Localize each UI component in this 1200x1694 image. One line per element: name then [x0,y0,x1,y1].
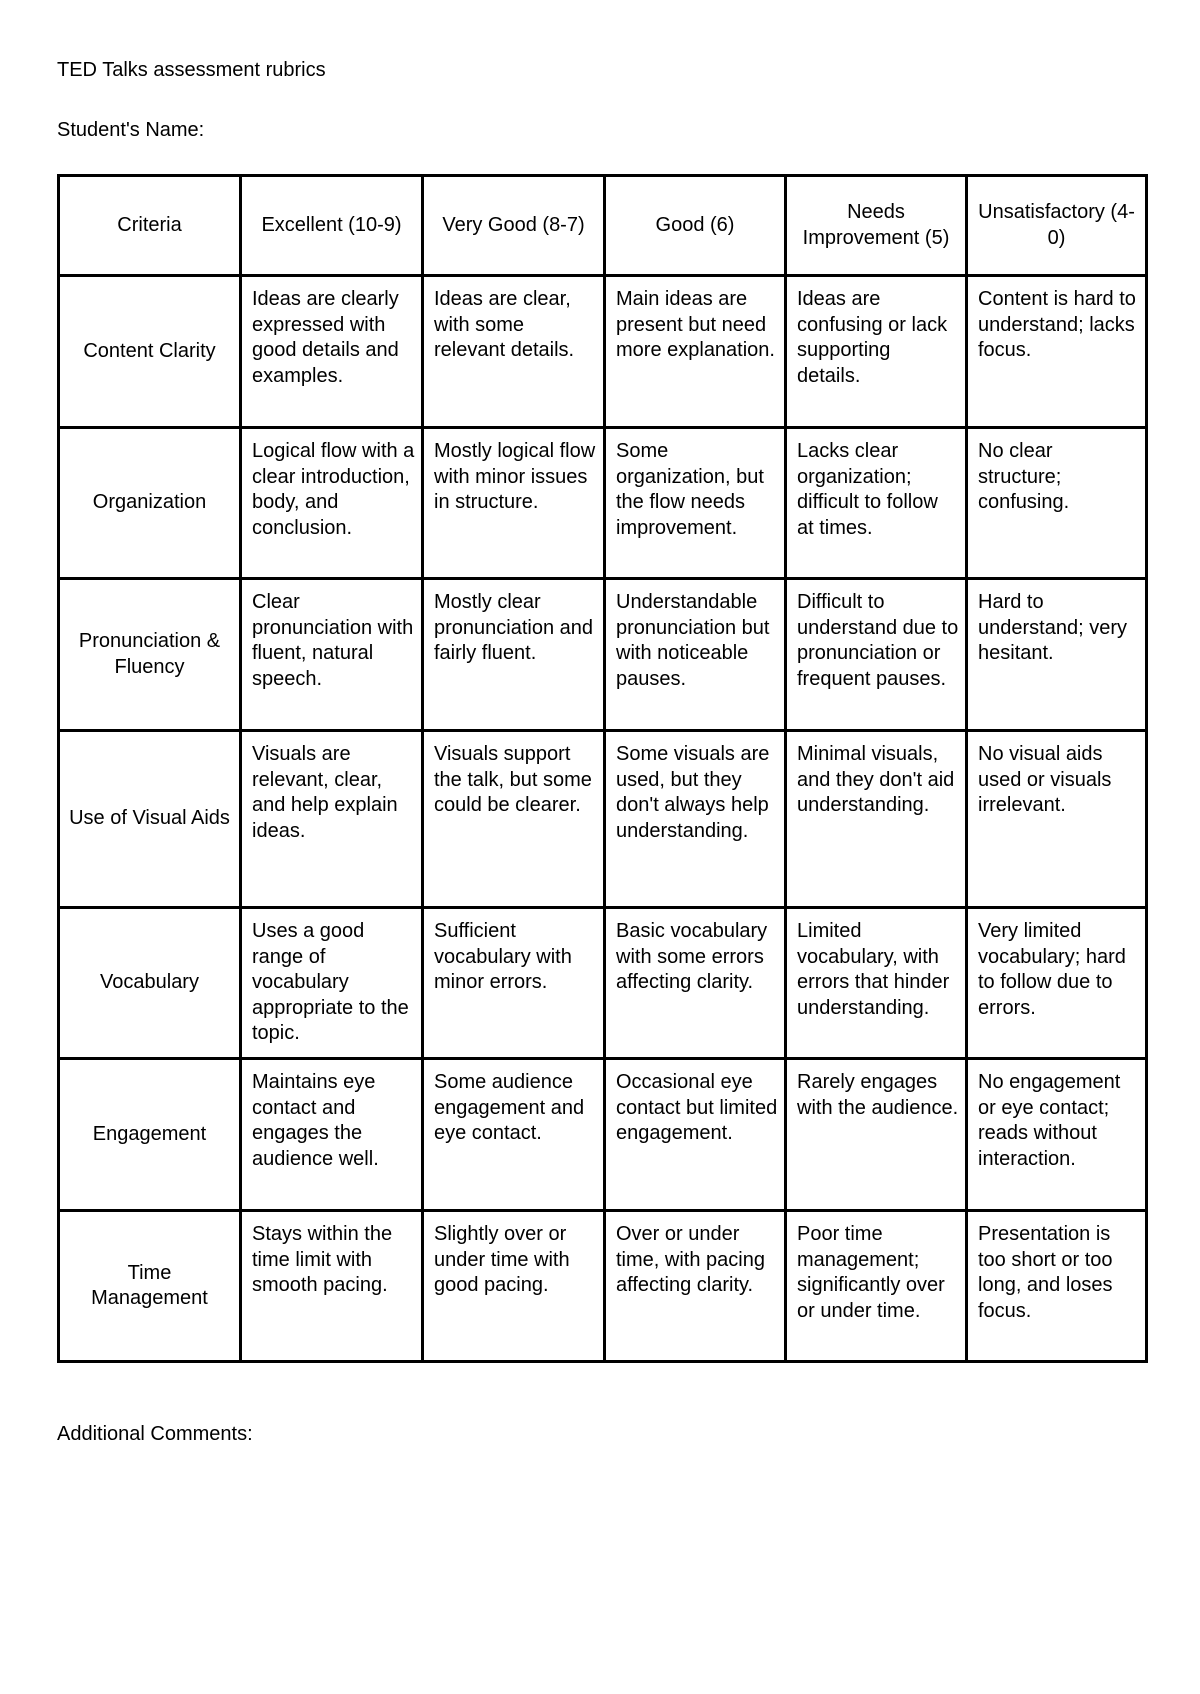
rubric-cell-needs-improvement: Limited vocabulary, with errors that hinder understanding. [786,908,967,1059]
header-unsatisfactory: Unsatisfactory (4-0) [967,176,1147,276]
criterion-label: Engagement [59,1059,241,1211]
criterion-label: Organization [59,428,241,579]
document-title: TED Talks assessment rubrics [57,59,326,81]
header-needs-improvement: Needs Improvement (5) [786,176,967,276]
rubric-cell-unsatisfactory: Content is hard to understand; lacks focus. [967,276,1147,428]
rubric-cell-unsatisfactory: No engagement or eye contact; reads without interaction. [967,1059,1147,1211]
rubric-cell-very-good: Sufficient vocabulary with minor errors. [423,908,605,1059]
header-excellent: Excellent (10-9) [241,176,423,276]
rubric-cell-good: Understandable pronunciation but with noticeable pauses. [605,579,786,731]
rubric-row-time-management [59,1211,1147,1362]
rubric-cell-excellent: Clear pronunciation with fluent, natural speech. [241,579,423,731]
rubric-row-pronunciation-fluency [59,579,1147,731]
header-good: Good (6) [605,176,786,276]
rubric-cell-unsatisfactory: Presentation is too short or too long, and loses focus. [967,1211,1147,1362]
header-criteria: Criteria [59,176,241,276]
rubric-cell-very-good: Slightly over or under time with good pacing. [423,1211,605,1362]
rubric-cell-needs-improvement: Rarely engages with the audience. [786,1059,967,1211]
rubric-cell-very-good: Visuals support the talk, but some could be clearer. [423,731,605,908]
student-name-label: Student's Name: [57,119,205,141]
criterion-label: Time Management [59,1211,241,1362]
rubric-cell-very-good: Mostly clear pronunciation and fairly fluent. [423,579,605,731]
criterion-label: Pronunciation & Fluency [59,579,241,731]
criterion-label: Vocabulary [59,908,241,1059]
rubric-row-visual-aids [59,731,1147,908]
rubric-cell-unsatisfactory: No clear structure; confusing. [967,428,1147,579]
header-very-good: Very Good (8-7) [423,176,605,276]
rubric-cell-very-good: Mostly logical flow with minor issues in structure. [423,428,605,579]
rubric-cell-excellent: Logical flow with a clear introduction, body, and conclusion. [241,428,423,579]
rubric-cell-good: Basic vocabulary with some errors affecting clarity. [605,908,786,1059]
rubric-cell-unsatisfactory: Hard to understand; very hesitant. [967,579,1147,731]
rubric-cell-excellent: Maintains eye contact and engages the audience well. [241,1059,423,1211]
rubric-cell-excellent: Ideas are clearly expressed with good details and examples. [241,276,423,428]
rubric-row-content-clarity [59,276,1147,428]
rubric-cell-needs-improvement: Poor time management; significantly over or under time. [786,1211,967,1362]
rubric-header-row [59,176,1147,276]
rubric-cell-good: Occasional eye contact but limited engagement. [605,1059,786,1211]
rubric-cell-needs-improvement: Lacks clear organization; difficult to follow at times. [786,428,967,579]
rubric-cell-good: Over or under time, with pacing affecting clarity. [605,1211,786,1362]
rubric-cell-excellent: Stays within the time limit with smooth pacing. [241,1211,423,1362]
additional-comments-label: Additional Comments: [57,1423,253,1445]
rubric-cell-good: Main ideas are present but need more explanation. [605,276,786,428]
rubric-table [57,174,1148,1363]
rubric-cell-good: Some visuals are used, but they don't always help understanding. [605,731,786,908]
criterion-label: Use of Visual Aids [59,731,241,908]
criterion-label: Content Clarity [59,276,241,428]
rubric-cell-good: Some organization, but the flow needs improvement. [605,428,786,579]
rubric-cell-excellent: Visuals are relevant, clear, and help explain ideas. [241,731,423,908]
rubric-cell-excellent: Uses a good range of vocabulary appropriate to the topic. [241,908,423,1059]
rubric-cell-needs-improvement: Minimal visuals, and they don't aid understanding. [786,731,967,908]
rubric-cell-unsatisfactory: Very limited vocabulary; hard to follow due to errors. [967,908,1147,1059]
rubric-row-organization [59,428,1147,579]
rubric-cell-needs-improvement: Difficult to understand due to pronunciation or frequent pauses. [786,579,967,731]
rubric-row-engagement [59,1059,1147,1211]
rubric-cell-unsatisfactory: No visual aids used or visuals irrelevant. [967,731,1147,908]
rubric-cell-needs-improvement: Ideas are confusing or lack supporting details. [786,276,967,428]
rubric-cell-very-good: Some audience engagement and eye contact. [423,1059,605,1211]
rubric-row-vocabulary [59,908,1147,1059]
rubric-cell-very-good: Ideas are clear, with some relevant details. [423,276,605,428]
